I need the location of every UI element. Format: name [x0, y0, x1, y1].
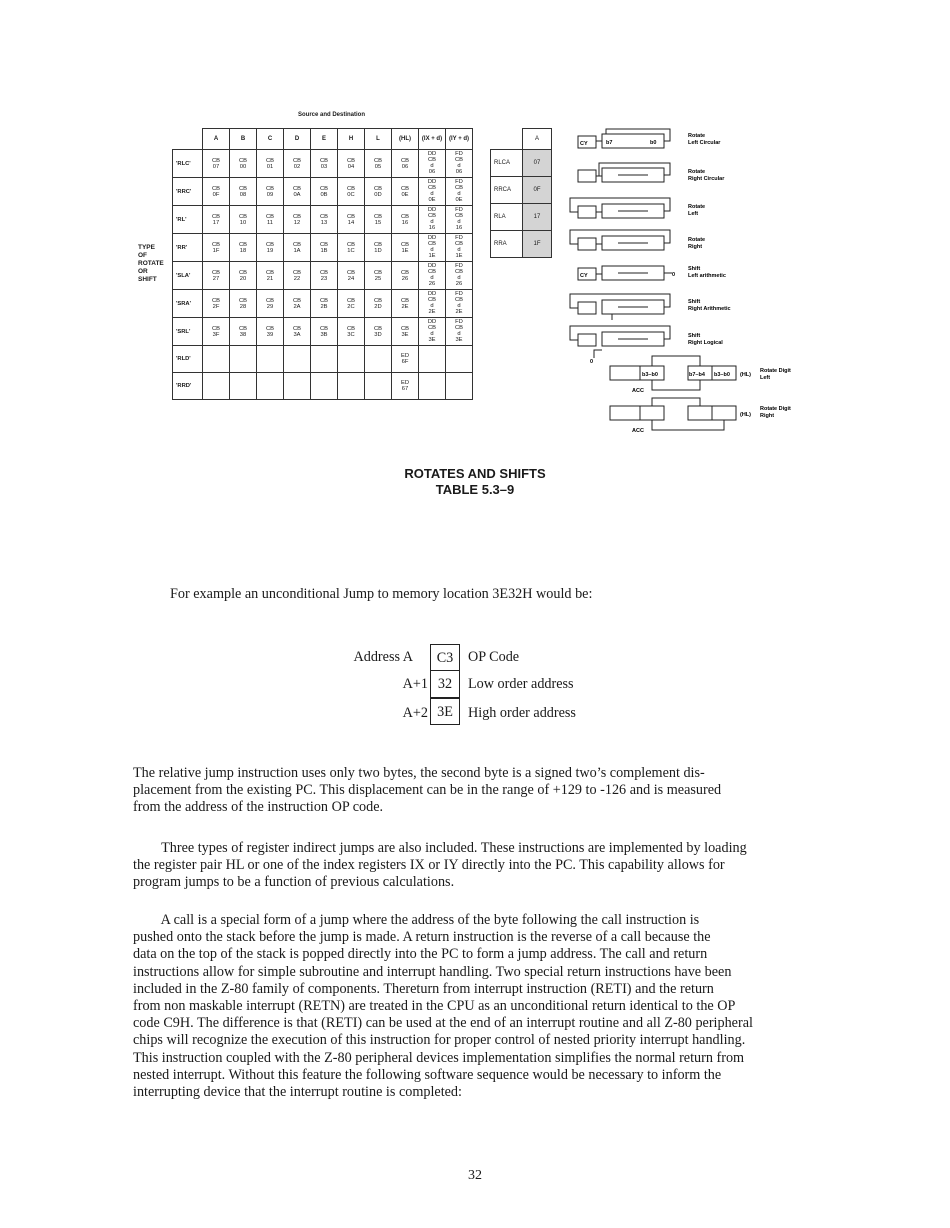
opcode-cell: CB 1C	[338, 234, 365, 262]
row-header: 'RL'	[173, 206, 203, 234]
row-header: 'SRA'	[173, 290, 203, 318]
accumulator-opcode-table	[490, 128, 552, 258]
table-corner	[173, 129, 203, 150]
opcode-cell: CB 07	[203, 150, 230, 178]
opcode-cell	[338, 346, 365, 373]
acc-row-code: 07	[523, 150, 552, 177]
cy-label: CY	[580, 141, 588, 147]
opcode-cell: CB 10	[230, 206, 257, 234]
zero-label: 0	[590, 359, 594, 365]
acc-row	[491, 204, 552, 231]
opcode-cell: ED 6F	[392, 346, 419, 373]
column-header: E	[311, 129, 338, 150]
row-header: 'SLA'	[173, 262, 203, 290]
rotate-shift-diagrams	[560, 118, 820, 438]
opcode-cell: CB 29	[257, 290, 284, 318]
paragraph-call-return: A call is a special form of a jump where the address of the byte following the call instruction is pushed onto the stack before the jump is made. A return instruction is the reverse of a call because the data on the top of the stack is popped directly into the PC to form a jump address. The call and return instructions allow for simple subroutine and interrupt handling. Two special return instructions have been included in the Z-80 family of components. Thereturn from interrupt instruction (RETI) and the return from non maskable interrupt (RETN) are treated in the CPU as an unconditional return identical to the OP code C9H. The difference is that (RETI) can be used at the end of an interrupt routine and all Z-80 peripheral chips will recognize the execution of this instruction for proper control of nested priority interrupt handling. This instruction coupled with the Z-80 peripheral devices implementation simplifies the normal return from nested interrupt. Without this feature the following software sequence would be necessary to inform the interrupting device that the interrupt routine is completed:	[133, 912, 753, 1101]
column-header: D	[284, 129, 311, 150]
row-header: 'RRD'	[173, 373, 203, 400]
opcode-cell: CB 0B	[311, 178, 338, 206]
opcode-cell: CB 14	[338, 206, 365, 234]
opcode-cell: DD CB d 26	[419, 262, 446, 290]
opcode-cell: CB 1D	[365, 234, 392, 262]
opcode-cell: FD CB d 3E	[446, 318, 473, 346]
hl-label: (HL)	[740, 372, 751, 378]
column-header: H	[338, 129, 365, 150]
row-header: 'RRC'	[173, 178, 203, 206]
row-header: 'RR'	[173, 234, 203, 262]
title-line: TABLE 5.3–9	[435, 482, 515, 497]
table-row	[173, 150, 473, 178]
opcode-cell	[257, 373, 284, 400]
row-header: 'RLC'	[173, 150, 203, 178]
table-title	[0, 466, 950, 498]
opcode-cell	[419, 346, 446, 373]
byte-description: OP Code	[468, 649, 520, 665]
opcode-cell	[419, 373, 446, 400]
acc-row-name: RRA	[491, 231, 523, 258]
opcode-cell: DD CB d 1E	[419, 234, 446, 262]
opcode-cell: CB 28	[230, 290, 257, 318]
opcode-cell: CB 0F	[203, 178, 230, 206]
opcode-cell	[311, 346, 338, 373]
acc-row	[491, 231, 552, 258]
opcode-byte: C3	[430, 644, 460, 671]
hl-label: (HL)	[740, 412, 751, 418]
paragraph-relative-jump: The relative jump instruction uses only two bytes, the second byte is a signed two’s complement dis- placement from the existing PC. This displacement can be in the range of +129 to -126 and is measured from the address of the instruction OP code.	[133, 765, 722, 816]
cy-label: CY	[580, 273, 588, 279]
table-row	[173, 318, 473, 346]
row-header: 'SRL'	[173, 318, 203, 346]
opcode-cell	[230, 346, 257, 373]
opcode-cell: CB 16	[392, 206, 419, 234]
svg-text:RotateLeft Circular: Rotate Left Circular	[688, 133, 721, 146]
opcode-cell: CB 2A	[284, 290, 311, 318]
type-label-line: OR	[138, 268, 148, 275]
acc-row-code: 0F	[523, 177, 552, 204]
svg-text:RotateLeft: Rotate Left	[688, 204, 706, 217]
opcode-cell: DD CB d 06	[419, 150, 446, 178]
opcode-cell	[338, 373, 365, 400]
bit0-label: b0	[650, 140, 657, 146]
table-header-row	[173, 129, 473, 150]
opcode-cell	[311, 373, 338, 400]
opcode-cell: CB 3E	[392, 318, 419, 346]
table-row	[173, 262, 473, 290]
opcode-cell: CB 39	[257, 318, 284, 346]
acc-label: ACC	[632, 388, 644, 394]
title-line: ROTATES AND SHIFTS	[404, 466, 546, 481]
opcode-cell: CB 11	[257, 206, 284, 234]
opcode-cell: FD CB d 0E	[446, 178, 473, 206]
column-header: L	[365, 129, 392, 150]
column-header: A	[203, 129, 230, 150]
column-header: (HL)	[392, 129, 419, 150]
opcode-cell: CB 0E	[392, 178, 419, 206]
opcode-cell: CB 1E	[392, 234, 419, 262]
opcode-cell: CB 17	[203, 206, 230, 234]
acc-row-name: RLCA	[491, 150, 523, 177]
row-header: 'RLD'	[173, 346, 203, 373]
table-row	[173, 178, 473, 206]
opcode-cell: CB 0D	[365, 178, 392, 206]
table-caption: Source and Destination	[298, 112, 366, 118]
type-label-line: OF	[138, 252, 148, 259]
opcode-cell: CB 15	[365, 206, 392, 234]
table-row	[173, 373, 473, 400]
opcode-byte: 3E	[430, 698, 460, 725]
opcode-cell: CB 22	[284, 262, 311, 290]
svg-text:RotateRight: Rotate Right	[688, 237, 706, 250]
type-label-line: ROTATE	[138, 260, 164, 267]
acc-header-row	[491, 129, 552, 150]
opcode-cell: FD CB d 2E	[446, 290, 473, 318]
opcode-cell: CB 08	[230, 178, 257, 206]
opcode-cell: CB 21	[257, 262, 284, 290]
opcode-cell: CB 12	[284, 206, 311, 234]
opcode-cell	[446, 373, 473, 400]
svg-text:RotateRight Circular: Rotate Right Circular	[688, 169, 725, 182]
acc-label: ACC	[632, 428, 644, 434]
svg-text:ShiftLeft arithmetic: Shift Left arithmetic	[688, 266, 726, 279]
opcode-cell	[365, 373, 392, 400]
opcode-cell: CB 20	[230, 262, 257, 290]
svg-text:ShiftRight Arithmetic: Shift Right Arithmetic	[688, 299, 731, 312]
rotate-shift-opcode-table	[172, 128, 473, 400]
acc-row-code: 17	[523, 204, 552, 231]
acc-header: A	[523, 129, 552, 150]
opcode-cell: CB 1B	[311, 234, 338, 262]
address-label: Address A	[353, 649, 413, 665]
table-row	[173, 346, 473, 373]
opcode-cell: CB 00	[230, 150, 257, 178]
table-row	[173, 290, 473, 318]
type-of-rotate-label	[138, 244, 164, 284]
opcode-cell: FD CB d 06	[446, 150, 473, 178]
nibble-label: b7–b4	[689, 372, 705, 378]
column-header: B	[230, 129, 257, 150]
opcode-cell: CB 04	[338, 150, 365, 178]
address-label: A+1	[402, 676, 428, 692]
opcode-cell	[284, 346, 311, 373]
opcode-cell: FD CB d 1E	[446, 234, 473, 262]
opcode-cell: DD CB d 3E	[419, 318, 446, 346]
opcode-cell	[230, 373, 257, 400]
opcode-cell: CB 3B	[311, 318, 338, 346]
opcode-cell: CB 2F	[203, 290, 230, 318]
opcode-cell: CB 27	[203, 262, 230, 290]
opcode-cell: CB 18	[230, 234, 257, 262]
opcode-cell: DD CB d 16	[419, 206, 446, 234]
opcode-cell: CB 13	[311, 206, 338, 234]
opcode-cell: FD CB d 26	[446, 262, 473, 290]
opcode-cell	[203, 373, 230, 400]
column-header: C	[257, 129, 284, 150]
opcode-cell: CB 3A	[284, 318, 311, 346]
nibble-label: b3–b0	[714, 372, 730, 378]
opcode-cell: CB 2C	[338, 290, 365, 318]
opcode-cell: DD CB d 2E	[419, 290, 446, 318]
opcode-cell: ED 67	[392, 373, 419, 400]
opcode-cell: CB 19	[257, 234, 284, 262]
opcode-byte: 32	[430, 671, 460, 698]
zero-label: 0	[672, 272, 676, 278]
bit7-label: b7	[606, 140, 613, 146]
example-intro: For example an unconditional Jump to memory location 3E32H would be:	[170, 586, 593, 602]
acc-corner	[491, 129, 523, 150]
table-row	[173, 206, 473, 234]
opcode-cell: CB 09	[257, 178, 284, 206]
opcode-cell: CB 2D	[365, 290, 392, 318]
opcode-cell: CB 3C	[338, 318, 365, 346]
svg-text:ShiftRight Logical: Shift Right Logical	[688, 333, 723, 346]
opcode-cell: CB 1A	[284, 234, 311, 262]
opcode-cell: CB 05	[365, 150, 392, 178]
acc-row	[491, 177, 552, 204]
opcode-cell	[446, 346, 473, 373]
type-label-line: TYPE	[138, 244, 155, 251]
opcode-cell: CB 2B	[311, 290, 338, 318]
svg-text:Rotate DigitLeft: Rotate Digit Left	[760, 368, 791, 381]
nibble-label: b3–b0	[642, 372, 658, 378]
acc-row-name: RRCA	[491, 177, 523, 204]
opcode-cell: CB 26	[392, 262, 419, 290]
paragraph-indirect-jump: Three types of register indirect jumps are also included. These instructions are implemented by loading the register pair HL or one of the index registers IX or IY directly into the PC. This capability allows for program jumps to be a function of previous calculations.	[133, 840, 747, 891]
opcode-cell: FD CB d 16	[446, 206, 473, 234]
opcode-cell: CB 24	[338, 262, 365, 290]
acc-row	[491, 150, 552, 177]
opcode-cell: CB 02	[284, 150, 311, 178]
opcode-cell: CB 0C	[338, 178, 365, 206]
table-row	[173, 234, 473, 262]
opcode-cell: CB 3D	[365, 318, 392, 346]
opcode-cell: CB 1F	[203, 234, 230, 262]
type-label-line: SHIFT	[138, 276, 157, 283]
opcode-cell: CB 06	[392, 150, 419, 178]
opcode-cell	[365, 346, 392, 373]
opcode-cell: CB 23	[311, 262, 338, 290]
opcode-cell	[257, 346, 284, 373]
page-number: 32	[468, 1168, 482, 1183]
opcode-cell: CB 3F	[203, 318, 230, 346]
opcode-cell: CB 38	[230, 318, 257, 346]
opcode-cell: CB 2E	[392, 290, 419, 318]
svg-text:Rotate DigitRight: Rotate Digit Right	[760, 406, 791, 419]
opcode-cell: CB 0A	[284, 178, 311, 206]
acc-row-name: RLA	[491, 204, 523, 231]
opcode-cell	[203, 346, 230, 373]
opcode-cell: DD CB d 0E	[419, 178, 446, 206]
column-header: (IX + d)	[419, 129, 446, 150]
opcode-cell	[284, 373, 311, 400]
opcode-cell: CB 03	[311, 150, 338, 178]
byte-description: High order address	[468, 705, 576, 721]
address-label: A+2	[402, 705, 428, 721]
byte-description: Low order address	[468, 676, 574, 692]
column-header: (IY + d)	[446, 129, 473, 150]
opcode-cell: CB 01	[257, 150, 284, 178]
acc-row-code: 1F	[523, 231, 552, 258]
opcode-cell: CB 25	[365, 262, 392, 290]
